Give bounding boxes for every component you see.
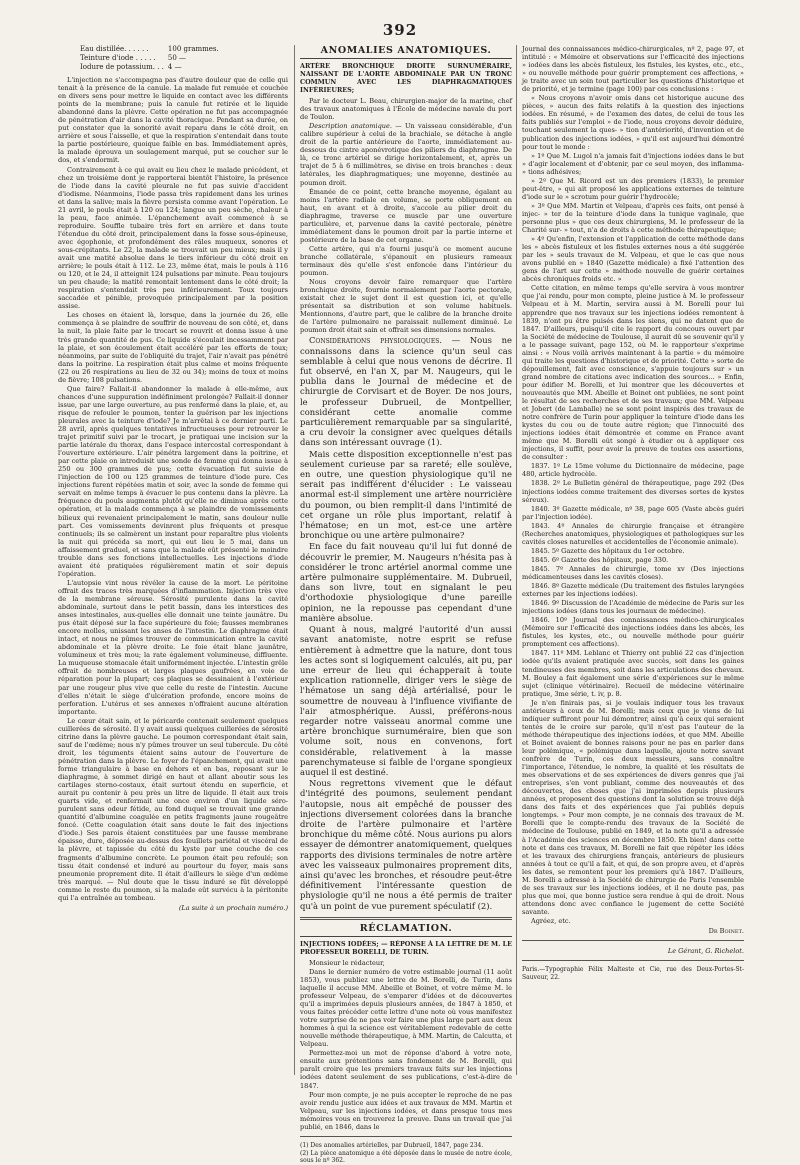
printer-rule	[522, 960, 744, 961]
paragraph: « Nous croyons n'avoir omis dans cet historique aucune des pièces, » aucun des faits relatifs à la question des injections iodées. En résumé, » de l'examen des dates, de celui de tous les faits publiés sur l'emploi » de l'iode, nous croyons devoir déduire, touchant seulement la ques- » tion d'antériorité, d'invention et de publication des injections iodées, » qu'il est aujourd'hui démontré pour tout le monde :	[522, 94, 744, 151]
paragraph: Cette citation, en même temps qu'elle servira à vous montrer que j'ai rendu, pour mon compte, pleine justice à M. le professeur Velpeau et à M. Martin, servira aussi à M. Borelli pour lui apprendre que nos travaux sur les injections iodées remontent à 1839, n'ont pu être puisés dans les siens, qui ne datent que de 1847. D'ailleurs, puisqu'il cite le rapport du concours ouvert par la Société de médecine de Toulouse, il aurait dû se souvenir qu'il y a le passage suivant, page 152, où M. le rapporteur s'exprime ainsi : « Nous voilà arrivés maintenant à la partie » du mémoire qui traite les questions d'historique et de priorité. Cette » sorte de dépouillement, fait avec conscience, s'appuie toujours sur » un grand nombre de citations avec indication des sources... » Enfin, pour édifier M. Borelli, et lui montrer que les découvertes et nouveautés que MM. Abeille et Boinet ont publiées, ne sont point le résultat de ses recherches et de ses travaux; que MM. Velpeau et Jobert (de Lamballe) ne se sont point inspirés des travaux de notre confrère de Turin pour appliquer la teinture d'iode dans les kystes du cou ou de toute autre région; que l'innocuité des injections iodées était démontrée et comme en France avant même que M. Borelli eût songé à étudier ou à appliquer ces injections, il suffit, pour avoir la preuve de toutes ces assertions, de consulter :	[522, 284, 744, 462]
formula-row: Teinture d'iode . . . . . 50 —	[80, 54, 187, 62]
paragraph: » 3º Que MM. Martin et Velpeau, d'après ces faits, ont pensé à injec- » ter de la teinture d'iode dans la tunique vaginale, que personne plus » que ces deux chirurgiens, M. le professeur de la Charité sur- » tout, n'a de droits à cette méthode thérapeutique;	[522, 201, 744, 235]
run-in-label: Description anatomique.	[309, 122, 392, 131]
paragraph: En face du fait nouveau qu'il lui fut donné de découvrir le premier, M. Naugeurs n'hésita pas à considérer le tronc artériel anormal comme une artère pulmonaire supplémentaire. M. Dubrueil, dans son livre, tout en signalant le peu d'orthodoxie physiologique d'une pareille opinion, ne la repousse pas cependant d'une manière absolue.	[300, 541, 512, 623]
formula-table	[80, 45, 223, 72]
reference-item: 1843. 4º Annales de chirurgie française et étrangère (Recherches anatomiques, physiologiques et pathologiques sur les cavités closes naturelles et accidentelles de l'économie animale).	[522, 521, 744, 546]
paragraph: Journal des connaissances médico-chirurgicales, nº 2, page 97, et intitulé : « Mémoire et observations sur l'efficacité des injections » iodées dans les abcès fistuleux, les fistules, les kystes, etc., etc., » ou nouvelle méthode pour guérir promptement ces affections, » je traite avec un soin tout particulier les questions d'historique et de priorité, et je termine (page 100) par ces conclusions :	[522, 45, 744, 94]
reference-list	[522, 462, 744, 697]
paragraph: Les choses en étaient là, lorsque, dans la journée du 26, elle commença à se plaindre de souffrir de nouveau de son côté, et, dans la nuit, la plaie faite par le trocart se rouvrit et donna issue à une très grande quantité de pus. Ce liquide s'écoulait incessamment par la plaie, et son écoulement était accéléré par les efforts de toux; néanmoins, par suite de l'obliquité du trajet, l'air n'avait pas pénétré dans la poitrine. La respiration était plus calme et moins fréquente (22 ou 26 respirations au lieu de 32 ou 34); moins de toux et moins de fièvre; 108 pulsations.	[58, 311, 288, 384]
valediction: Agréez, etc.	[531, 916, 571, 925]
section-title: ANOMALIES ANATOMIQUES.	[300, 47, 512, 59]
page-number: 392	[382, 21, 418, 39]
article-subhead: ARTÈRE BRONCHIQUE DROITE SURNUMÉRAIRE, NAISSANT DE L'AORTE ABDOMINALE PAR UN TRONC COMMUN AVEC LES DIAPHRAGMATIQUES INFÉRIEURES;	[300, 62, 512, 95]
paragraph: Que faire? Fallait-il abandonner la malade à elle-même, aux chances d'une suppuration indéfiniment prolongée? Fallait-il donner issue, par une large ouverture, au pus renfermé dans la plaie, et, au risque de refouler le poumon, tenter la guérison par les injections pleurales avec la teinture d'iode? Je m'arrêtai à ce dernier parti. Le 28 avril, après quelques tentatives infructueuses pour retrouver le trajet primitif suivi par le trocart, je pratiquai une incision sur la partie latérale du thorax, dans l'espace intercostal correspondant à l'ouverture extérieure. L'air pénétra largement dans la poitrine, et par cette plaie on introduisit une sonde de femme qui donna issue à 250 ou 300 grammes de pus; cette évacuation fut suivie de l'injection de 100 ou 125 grammes de teinture d'iode pure. Ces injections furent répétées matin et soir, avec la sonde de femme qui servait en même temps à évacuer le pus contenu dans la plèvre. La fréquence du pouls augmenta plutôt qu'elle ne diminua après cette opération, et la malade commença à se plaindre de vomissements bilieux qui revenaient principalement le matin, sans douleur nulle part. Ces vomissements devinrent plus fréquents et presque continuels; ils se calmèrent un instant pour reparaître plus violents la nuit qui précéda sa mort, qui eut lieu le 5 mai, dans un affaissement graduel, et sans que la malade eût présenté le moindre trouble dans ses fonctions intellectuelles. Les injections d'iode avaient été pratiquées régulièrement matin et soir depuis l'opération.	[58, 384, 288, 578]
paragraph: » 2º Que M. Ricord est un des premiers (1833), le premier peut-être, » qui ait proposé les applications externes de teinture d'iode sur le » scrotum pour guérir l'hydrocèle;	[522, 176, 744, 201]
printer-line: Paris.—Typographie Félix Malteste et Cie, rue des Deux-Portes-St-Sauveur, 22.	[522, 966, 744, 982]
footnote: (2) La pièce anatomique a été déposée dans le musée de notre école, sous le nº 362.	[300, 1150, 512, 1165]
paragraph: Le cœur était sain, et le péricarde contenait seulement quelques cuillerées de sérosité. Il y avait aussi quelques cuillerées de sérosité citrine dans la plèvre gauche. Le poumon correspondant était sain, sauf de l'œdème; nous n'y pûmes trouver un seul tubercule. Du côté droit, les téguments étaient sains autour de l'ouverture de pénétration dans la plèvre. Le foyer de l'épanchement, qui avait une forme triangulaire à base en dehors et en bas, reposant sur le diaphragme, à sommet dirigé en haut et allant aboutir sous les cartilages sterno-costaux, était surtout étendu en superficie, et aurait pu contenir à peu près un litre de liquide. Il était aux trois quarts vide, et renfermait une once environ d'un liquide séro-purulent sans odeur fétide, au fond duquel se trouvait une grande quantité d'albumine coagulée en petits fragments jaune rougeâtre foncé. (Cette coagulation était sans doute le fait des injections d'iode.) Ses parois étaient constituées par une fausse membrane épaisse, dure, déposée au-dessus des feuillets pariétal et viscéral de la plèvre, et tapissée du côté du kyste par une couche de ces fragments d'albumine concrète. Le poumon était peu refoulé; son tissu était condensé et induré au pourtour du foyer, mais sans pneumonie proprement dite. Il était d'ailleurs le siège d'un œdème très marqué. — Nul doute que le tissu induré se fût développé comme le reste du poumon, si la malade eût survécu à la péritonite qui l'a entraînée au tombeau.	[58, 716, 288, 902]
paragraph: Dans le dernier numéro de votre estimable journal (11 août 1853), vous publiez une lettre de M. Borelli, de Turin, dans laquelle il accuse MM. Abeille et Boinet, et votre même M. le professeur Velpeau, de s'emparer d'idées et de découvertes qu'il a imprimées depuis plusieurs années, de 1847 à 1850, et vous faites précéder cette lettre d'une note où vous manifestez votre surprise de ne pas voir faire une plus large part aux deux hommes à qui la science est véritablement redevable de cette nouvelle méthode thérapeutique, à MM. Martin, de Calcutta, et Velpeau.	[300, 967, 512, 1049]
column-2	[300, 45, 512, 1165]
paragraph: Cette artère, qui n'a fourni jusqu'à ce moment aucune branche collatérale, s'épanouit en plusieurs rameaux terminaux dès qu'elle s'est enfoncée dans l'intérieur du poumon.	[300, 244, 512, 278]
paragraph: Mais cette disposition exceptionnelle n'est pas seulement curieuse par sa rareté; elle soulève, en outre, une question physiologique qu'il ne serait pas indifférent d'élucider : Le vaisseau anormal est-il simplement une artère nourricière du poumon, ou bien remplit-il dans l'intimité de cet organe un rôle plus important, relatif à l'hématose; en un mot, est-ce une artère bronchique ou une artère pulmonaire?	[300, 448, 512, 541]
column-divider-left	[294, 45, 295, 1075]
reference-item: 1846. 10º Journal des connaissances médico-chirurgicales (Mémoire sur l'efficacité des injections iodées dans les abcès, les fistules, les kystes, etc., ou nouvelle méthode pour guérir promptement ces affections).	[522, 616, 744, 649]
signature: Dr Boinet.	[708, 927, 744, 936]
section-title: RÉCLAMATION.	[300, 925, 512, 937]
paragraph: » 4º Qu'enfin, l'extension et l'application de cette méthode dans les » abcès fistuleux et les fistules externes nous a été suggérée par les » seuls travaux de M. Velpeau, et que le cas que nous avons publié en » 1840 (Gazette médicale) a fixé l'attention des gens de l'art sur cette » méthode nouvelle de guérir certaines abcès chroniques froids etc. »	[522, 235, 744, 284]
paragraph: Pour mon compte, je ne puis accepter le reproche de ne pas avoir rendu justice aux idées et aux travaux de MM. Martin et Velpeau, sur les injections iodées, et dans presque tous mes mémoires vous en trouverez la preuve. Dans un travail que j'ai publié, en 1846, dans le	[300, 1090, 512, 1131]
footnote-rule	[300, 1136, 512, 1137]
paragraph: Je n'en finirais pas, si je voulais indiquer tous les travaux antérieurs à ceux de M. Borelli; mais ceux que je viens de lui indiquer suffiront pour lui démontrer, ainsi qu'à ceux qui seraient tentés de le croire sur parole, qu'il n'est pas l'auteur de la méthode thérapeutique des injections iodées, et que MM. Abeille et Boinet avaient de bonnes raisons pour ne pas en parler dans leur polémique, « polémique dans laquelle, ajoute notre savant confrère de Turin, ces deux messieurs, sans connaître l'importance, l'étendue, le nombre, la qualité et les résultats de mes observations et de ses expériences de divers genres que j'ai entreprises, s'en vont publiant, comme des nouveautés et des découvertes, des choses que j'ai imprimées depuis plusieurs années, et proposent des questions dont la solution se trouve déjà dans des faits et des expériences que j'ai publiés depuis longtemps. » Pour mon compte, je ne connais des travaux de M. Borelli que le compte-rendu des travaux de la Société de médecine de Toulouse, publié en 1849, et la note qu'il a adressée à l'Académie des sciences en décembre 1850. Eh bien! dans cette note et dans ces travaux, M. Borelli ne fait que répéter les idées et les travaux des chirurgiens français, antérieurs de plusieurs années à tout ce qu'il a fait, et qui, de son propre aveu, et d'après les dates, se remontent pour les premiers qu'à 1847. D'ailleurs, M. Borelli a adressé à la Société de chirurgie de Paris l'ensemble de ses travaux sur les injections iodées, et il ne doute pas, pas plus que moi, que bonne justice sera rendue à qui de droit. Nous attendons donc avec confiance le jugement de cette Société savante.	[522, 698, 744, 916]
paragraph: L'autopsie vint nous révéler la cause de la mort. Le péritoine offrait des traces très marquées d'inflammation. Injection très vive de la membrane séreuse. Sérosité purulente dans la cavité abdominale, surtout dans le petit bassin, dans les interstices des anses intestinales, aux-quelles elle donnait une teinte jaunâtre. Du pus était déposé sur la face supérieure du foie; fausses membranes encore molles, unissant les anses de l'intestin. Le diaphragme était intact, et nous ne pûmes trouver de communication entre la cavité abdominale et la plèvre droite. Le foie était blanc jaunâtre, volumineux et très mou; la rate également volumineuse, diffluente. La muqueuse stomacale était uniformément injectée. L'intestin grêle offrait de nombreuses et larges plaques gaufrées, en voie de réparation pour la plupart; ces plaques se dessinaient à l'extérieur par une rougeur plus vive que celle du reste de l'intestin. Aucune d'elles n'était le siège d'ulcération profonde, encore moins de perforation. L'utérus et ses annexes n'offraient aucune altération importante.	[58, 578, 288, 716]
continuation-note: (La suite à un prochain numéro.)	[178, 903, 288, 912]
column-1	[58, 45, 288, 1055]
paragraph: Nous regrettons vivement que le défaut d'intégrité des poumons, seulement pendant l'autopsie, nous ait empêché de pousser des injections diversement colorées dans la branche droite de l'artère pulmonaire et l'artère bronchique du même côté. Nous aurions pu alors essayer de démontrer anatomiquement, quelques rapports des divisions terminales de notre artère avec les vaisseaux pulmonaires proprement dits, ainsi qu'avec les bronches, et résoudre peut-être définitivement l'intéressante question de physiologie qu'il ne nous a été permis de traiter qu'à un point de vue purement spéculatif (2).	[300, 778, 512, 911]
reference-item: 1845. 6º Gazette des hôpitaux, page 330.	[531, 555, 669, 564]
column-divider-right	[516, 45, 517, 1075]
column-3	[522, 45, 744, 1093]
formula-row: Iodure de potassium. . . 4 —	[80, 63, 182, 71]
section-rule	[300, 917, 512, 920]
reference-item: 1838. 2º Le Bulletin général de thérapeutique, page 292 (Des injections iodées comme traitement des diverses sortes de kystes séreux).	[522, 479, 744, 504]
reference-item: 1837. 1º Le 15me volume du Dictionnaire de médecine, page 480, article hydrocèle.	[522, 462, 744, 479]
reference-item: 1847. 11º MM. Leblanc et Thierry ont publié 22 cas d'injection iodée qu'ils avaient pratiquée avec succès, soit dans les gaines tendineuses des membres, soit dans les articulations des chevaux. M. Bouley a fait également une série d'expériences sur le même sujet (clinique vétérinaire). Recueil de médecine vétérinaire pratique, 3me série, t. iv, p. 8.	[522, 649, 744, 698]
paragraph: Nous croyons devoir faire remarquer que l'artère bronchique droite, fournie normalement par l'aorte pectorale, existait chez le sujet dont il est question ici, et qu'elle présentait sa distribution et son volume habituels. Mentionnons, d'autre part, que le calibre de la branche droite de l'artère pulmonaire ne paraissait nullement diminué. Le poumon droit était sain et offrait ses dimensions normales.	[300, 278, 512, 335]
paragraph: Émanée de ce point, cette branche moyenne, égalant au moins l'artère radiale en volume, se porte obliquement en haut, en avant et à droite, s'accole au pilier droit du diaphragme, traverse ce muscle par une ouverture particulière, et, parvenue dans la cavité pectorale, pénètre immédiatement dans le poumon droit par la partie interne et postérieure de la base de cet organe.	[300, 187, 512, 244]
formula-row: Eau distillée. . . . . . 100 grammes.	[80, 45, 219, 53]
footnote: (1) Des anomalies artérielles, par Dubrueil, 1847, page 234.	[300, 1141, 484, 1149]
gerant-line: Le Gérant, G. Richelot.	[667, 947, 744, 956]
article-subhead: INJECTIONS IODÉES; — RÉPONSE À LA LETTRE DE M. LE PROFESSEUR BORELLI, DE TURIN.	[300, 939, 512, 956]
paragraph: Considérations physiologiques. — Nous ne connaissons dans la science qu'un seul cas semblable à celui que nous venons de décrire. Il fut observé, en l'an X, par M. Naugeurs, qui le publia dans le Journal de médecine et de chirurgie de Corvisart et de Boyer. De nos jours, le professeur Dubrueil, de Montpellier, considérant cette anomalie comme particulièrement remarquable par sa singularité, a cru devoir la consigner avec quelques détails dans son intéressant ouvrage (1).	[300, 335, 512, 448]
salutation: Monsieur le rédacteur,	[309, 958, 385, 967]
paragraph: L'injection ne s'accompagna pas d'autre douleur que de celle qui tenait à la présence de la canule. La malade fut remuée et couchée en divers sens pour mettre le liquide en contact avec les différents points de la membrane; puis la canule fut retirée et le liquide abandonné dans la plèvre. Cette opération ne fut pas accompagnée de pénétration d'air dans la cavité thoracique. Pendant sa durée, on put constater que la sonorité avait reparu dans le côté droit, en arrière et sous l'aisselle, et que la respiration s'entendait dans toute la partie postérieure, quoique faible en bas. Immédiatement après, la malade éprouva un soulagement marqué, put se coucher sur le dos, et s'endormit.	[58, 76, 288, 165]
reference-item: 1846. 9º Discussion de l'Académie de médecine de Paris sur les injections iodées (dans tous les journaux de médecine).	[522, 599, 744, 616]
byline: Par le docteur L. Beau, chirurgien-major de la marine, chef des travaux anatomiques à l'École de médecine navale du port de Toulon.	[300, 97, 512, 122]
paragraph: Description anatomique. — Un vaisseau considérable, d'un calibre supérieur à celui de la brachiale, se détache à angle droit de la partie antérieure de l'aorte, immédiatement au-dessous du cintre aponévrotique des piliers du diaphragme. De là, ce tronc artériel se dirige horizontalement, et, après un trajet de 5 à 6 millimètres, se divise en trois branches : deux latérales, les diaphragmatiques; une moyenne, destinée au poumon droit.	[300, 122, 512, 187]
paragraph: Quant à nous, malgré l'autorité d'un aussi savant anatomiste, notre esprit se refuse entièrement à admettre que la nature, dont tous les actes sont si logiquement calculés, ait pu, par une erreur de lieu qui échapperait à toute explication rationnelle, diriger vers le siège de l'hématose un sang déjà artérialisé, pour le soumettre de nouveau à l'influence vivifiante de l'air atmosphérique. Aussi, préférons-nous regarder notre vaisseau anormal comme une artère bronchique surnuméraire, bien que son volume soit, nous en convenons, fort considérable, relativement à la masse parenchymateuse si faible de l'organe spongieux auquel il est destiné.	[300, 624, 512, 777]
reference-item: 1840. 3º Gazette médicale, nº 38, page 605 (Vaste abcès guéri par l'injection iodée).	[522, 504, 744, 521]
reference-item: 1845. 5º Gazette des hôpitaux du 1er octobre.	[531, 546, 685, 555]
closing-rule	[522, 940, 744, 941]
reference-item: 1846. 8º Gazette médicale (Du traitement des fistules laryngées externes par les injections iodées).	[522, 582, 745, 599]
run-in-label: Considérations physiologiques.	[309, 335, 442, 346]
paragraph: Contrairement à ce qui avait eu lieu chez le malade précédent, et chez un troisième dont je rapporterai bientôt l'histoire, la présence de l'iode dans la cavité pleurale ne fut pas suivie d'accident d'iodisme. Néanmoins, l'iode passa très rapidement dans les urines et dans la salive; mais la fièvre persista comme avant l'opération. Le 21 avril, le pouls était à 120 ou 124; langue un peu sèche, chaleur à la peau, face animée. L'épanchement avait commencé à se reproduire. Souffle tubaire très fort en arrière et dans toute l'étendue du côté droit, principalement dans la fosse sous-épineuse, avec égophonie, et profondément des râles muqueux, sonores et sous-crépitants. Le 22, la malade se trouvait un peu mieux; mais il y avait une matité absolue dans le tiers inférieur du côté droit en arrière; le pouls était à 112. Le 23, même état, mais le pouls à 116 ou 120, et le 24, il atteignit 124 pulsations par minute. Peau toujours un peu chaude; la matité remontait lentement dans le côté droit; la respiration s'entendait très peu inférieurement. Toux toujours saccadée et pénible, provoquée principalement par la position assise.	[58, 165, 288, 311]
paragraph: » 1º Que M. Lugol n'a jamais fait d'injections iodées dans le but » d'agir localement et d'obtenir, par ce seul moyen, des inflamma- » tions adhésives;	[522, 151, 744, 176]
reference-item: 1845. 7º Annales de chirurgie, tome xv (Des injections médicamenteuses dans les cavités closes).	[522, 564, 744, 581]
paragraph: Permettez-moi un mot de réponse d'abord à votre note, ensuite aux prétentions sans fondement de M. Borelli, qui paraît croire que les premiers travaux faits sur les injections iodées datent seulement de ses publications, c'est-à-dire de 1847.	[300, 1049, 512, 1090]
